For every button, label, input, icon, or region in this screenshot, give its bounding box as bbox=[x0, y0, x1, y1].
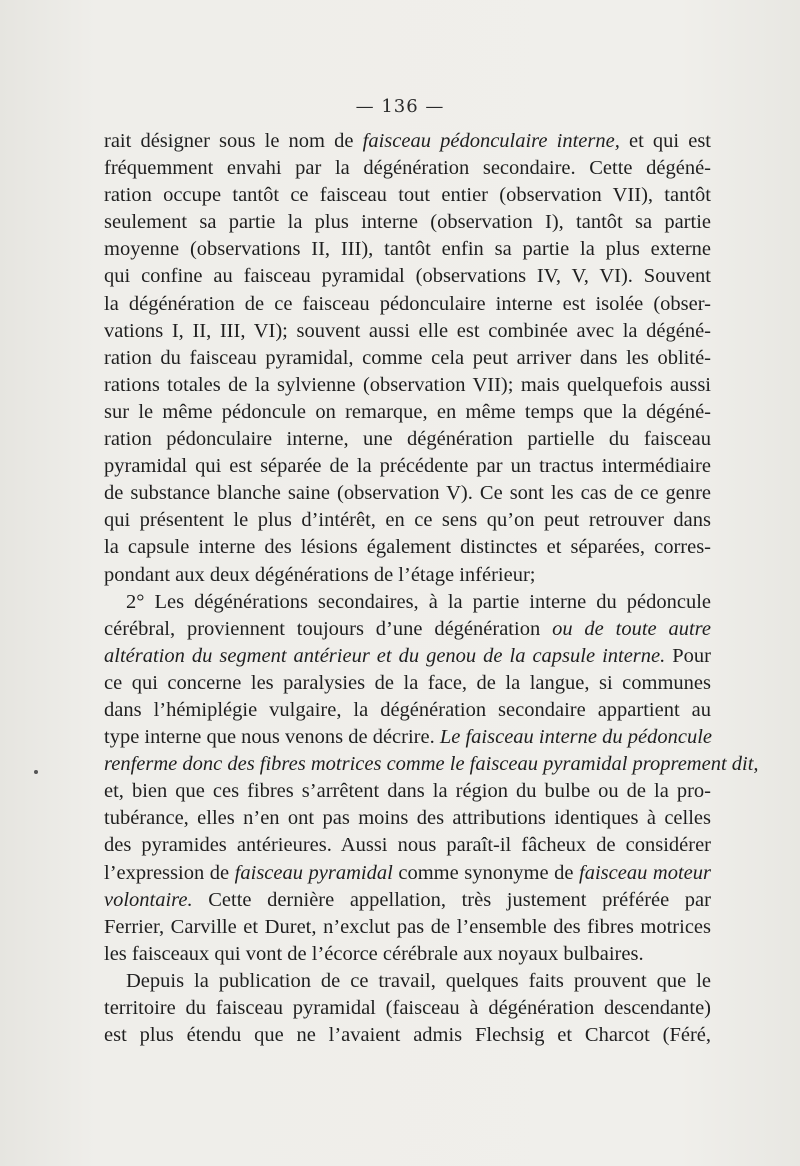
text-segment: type interne que nous venons de décrire. bbox=[104, 726, 440, 749]
text-line bbox=[104, 209, 711, 236]
text-segment: Ferrier, Carville et Duret, n’exclut pas de l’ensemble des fibres motrices bbox=[104, 915, 711, 938]
text-segment: l’expression de bbox=[104, 861, 235, 884]
text-line bbox=[104, 887, 711, 914]
text-line bbox=[104, 399, 711, 426]
page-number: — 136 — bbox=[355, 96, 445, 117]
italic-text: faisceau pédonculaire interne, bbox=[362, 130, 620, 152]
text-segment: pondant aux deux dégénérations de l’étage inférieur; bbox=[104, 563, 536, 586]
text-line bbox=[104, 805, 711, 832]
text-line bbox=[104, 589, 711, 616]
text-line bbox=[104, 616, 711, 643]
italic-text: Le faisceau interne du pédoncule bbox=[439, 726, 712, 749]
text-line bbox=[104, 724, 711, 751]
text-segment: Cette dernière appellation, très justement préférée par bbox=[192, 888, 711, 911]
text-line bbox=[104, 318, 711, 345]
italic-text: faisceau pyramidal bbox=[234, 861, 393, 884]
text-line bbox=[104, 860, 711, 887]
text-segment: sur le même pédoncule on remarque, en même temps que la dégéné- bbox=[104, 400, 711, 423]
text-line bbox=[104, 345, 711, 372]
text-line bbox=[104, 372, 711, 399]
text-line bbox=[104, 751, 759, 778]
text-line bbox=[104, 155, 711, 182]
text-segment: la capsule interne des lésions également distinctes et séparées, corres- bbox=[104, 536, 711, 559]
text-segment: 2° Les dégénérations secondaires, à la partie interne du pédoncule bbox=[126, 590, 711, 613]
text-line bbox=[104, 697, 711, 724]
text-line bbox=[104, 914, 711, 941]
text-segment: seulement sa partie la plus interne (observation I), tantôt sa partie bbox=[104, 211, 711, 234]
text-line bbox=[104, 778, 711, 805]
text-line bbox=[104, 507, 711, 534]
text-line bbox=[104, 1022, 711, 1049]
text-line bbox=[104, 182, 711, 209]
text-line bbox=[104, 995, 711, 1022]
text-segment: Pour bbox=[665, 644, 711, 667]
italic-text: faisceau moteur bbox=[579, 861, 711, 884]
text-segment: rait désigner sous le nom de bbox=[104, 130, 363, 152]
text-segment: pyramidal qui est séparée de la précédente par un tractus intermédiaire bbox=[104, 455, 711, 478]
italic-text: renferme donc des fibres motrices comme le faisceau pyramidal proprement dit, bbox=[104, 753, 759, 776]
text-line bbox=[104, 941, 711, 968]
text-line bbox=[104, 670, 711, 697]
text-segment: et qui est bbox=[619, 130, 711, 152]
text-segment: fréquemment envahi par la dégénération secondaire. Cette dégéné- bbox=[104, 157, 711, 180]
body-text bbox=[104, 128, 759, 1049]
text-line bbox=[104, 128, 711, 155]
text-line bbox=[104, 426, 711, 453]
italic-text: volontaire. bbox=[104, 888, 193, 911]
text-segment: territoire du faisceau pyramidal (faisceau à dégénération descendante) bbox=[104, 997, 711, 1019]
text-segment: est plus étendu que ne l’avaient admis Flechsig et Charcot (Féré, bbox=[104, 1024, 711, 1047]
text-line bbox=[104, 453, 711, 480]
text-segment: ration pédonculaire interne, une dégénération partielle du faisceau bbox=[104, 428, 711, 451]
text-segment: dans l’hémiplégie vulgaire, la dégénération secondaire appartient au bbox=[104, 698, 711, 721]
text-segment: comme synonyme de bbox=[392, 861, 580, 884]
text-line bbox=[104, 534, 711, 561]
text-segment: ce qui concerne les paralysies de la face, de la langue, si communes bbox=[104, 671, 711, 694]
text-segment: ration occupe tantôt ce faisceau tout entier (observation VII), tantôt bbox=[104, 184, 711, 207]
text-segment: qui présentent le plus d’intérêt, en ce sens qu’on peut retrouver dans bbox=[104, 509, 711, 532]
text-segment: de substance blanche saine (observation V). Ce sont les cas de ce genre bbox=[104, 482, 711, 505]
margin-speck bbox=[34, 770, 38, 774]
text-segment: moyenne (observations II, III), tantôt enfin sa partie la plus externe bbox=[104, 238, 711, 261]
text-line bbox=[104, 968, 711, 995]
text-segment: cérébral, proviennent toujours d’une dégénération bbox=[104, 617, 553, 640]
text-segment: vations I, II, III, VI); souvent aussi elle est combinée avec la dégéné- bbox=[104, 319, 711, 342]
text-line bbox=[104, 832, 711, 859]
text-line bbox=[104, 480, 711, 507]
text-segment: qui confine au faisceau pyramidal (observations IV, V, VI). Souvent bbox=[104, 265, 711, 288]
italic-text: altération du segment antérieur et du genou de la capsule interne. bbox=[104, 644, 666, 667]
text-line bbox=[104, 291, 711, 318]
text-segment: des pyramides antérieures. Aussi nous paraît-il fâcheux de considérer bbox=[104, 834, 711, 857]
text-line bbox=[104, 236, 711, 263]
text-segment: la dégénération de ce faisceau pédonculaire interne est isolée (obser- bbox=[104, 292, 711, 315]
text-segment: rations totales de la sylvienne (observation VII); mais quelquefois aussi bbox=[104, 373, 711, 396]
text-segment: tubérance, elles n’en ont pas moins des attributions identiques à celles bbox=[104, 807, 711, 830]
text-segment: les faisceaux qui vont de l’écorce cérébrale aux noyaux bulbaires. bbox=[104, 942, 644, 965]
text-line bbox=[104, 643, 711, 670]
text-segment: Depuis la publication de ce travail, quelques faits prouvent que le bbox=[126, 969, 711, 992]
text-line bbox=[104, 562, 711, 589]
text-line bbox=[104, 263, 711, 290]
text-segment: ration du faisceau pyramidal, comme cela peut arriver dans les oblité- bbox=[104, 346, 711, 369]
text-segment: et, bien que ces fibres s’arrêtent dans la région du bulbe ou de la pro- bbox=[104, 780, 711, 803]
italic-text: ou de toute autre bbox=[552, 617, 711, 640]
